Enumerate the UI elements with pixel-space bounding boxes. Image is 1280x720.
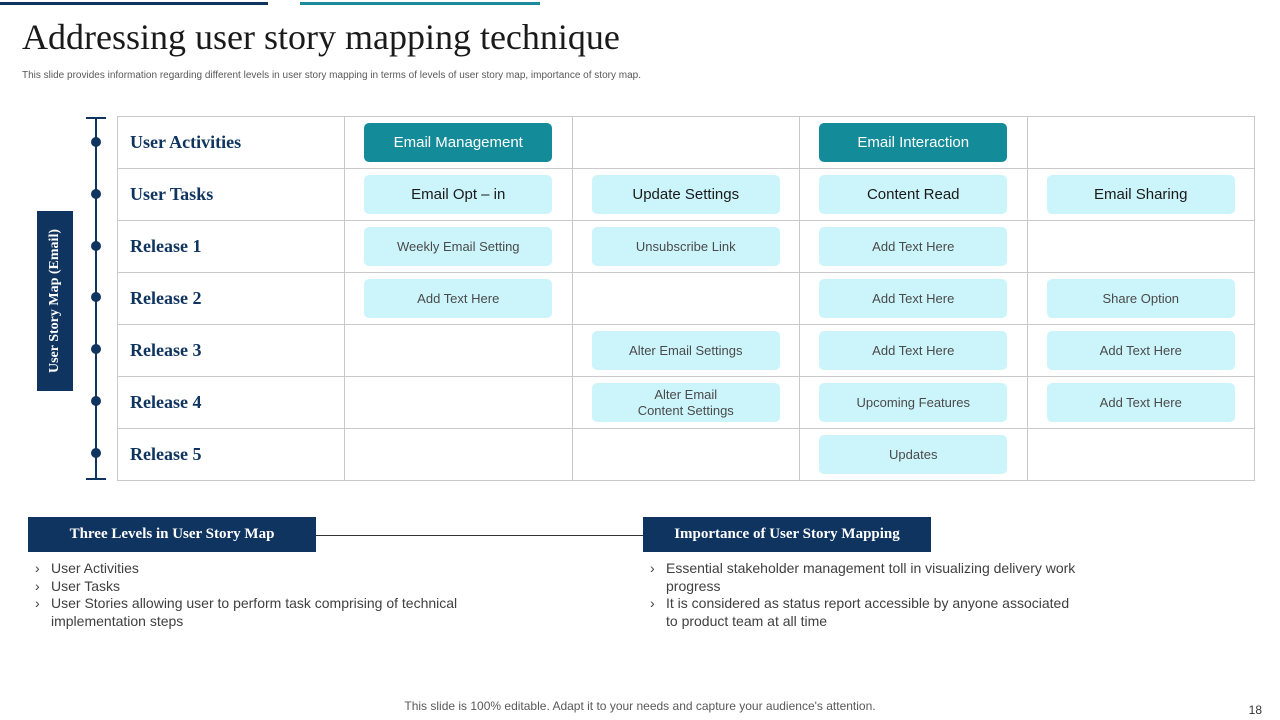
row-label: Release 5 bbox=[118, 429, 345, 481]
story-card: Add Text Here bbox=[364, 279, 552, 318]
story-card: Alter Email Content Settings bbox=[592, 383, 780, 422]
story-card: Weekly Email Setting bbox=[364, 227, 552, 266]
story-card: Updates bbox=[819, 435, 1007, 474]
map-cell bbox=[345, 169, 573, 221]
top-accent-line bbox=[300, 2, 540, 5]
map-cell bbox=[1027, 429, 1255, 481]
activity-card: Email Management bbox=[364, 123, 552, 162]
map-row bbox=[118, 325, 1255, 377]
list-item: › User Stories allowing user to perform task comprising of technical implementation steps bbox=[31, 595, 501, 630]
timeline-dot bbox=[91, 292, 101, 302]
timeline-dot bbox=[91, 344, 101, 354]
story-card: Alter Email Settings bbox=[592, 331, 780, 370]
map-cell bbox=[800, 377, 1028, 429]
list-item: › User Activities bbox=[31, 560, 501, 578]
top-accent-line bbox=[0, 2, 268, 5]
importance-list bbox=[646, 560, 1076, 630]
map-cell bbox=[345, 377, 573, 429]
timeline-dot bbox=[91, 396, 101, 406]
importance-heading: Importance of User Story Mapping bbox=[643, 517, 931, 552]
row-label: Release 3 bbox=[118, 325, 345, 377]
map-cell bbox=[345, 273, 573, 325]
timeline-cap-bottom bbox=[86, 478, 106, 480]
story-card: Upcoming Features bbox=[819, 383, 1007, 422]
map-cell bbox=[345, 325, 573, 377]
activity-card: Email Interaction bbox=[819, 123, 1007, 162]
map-cell bbox=[1027, 325, 1255, 377]
connector-line bbox=[316, 535, 643, 536]
map-cell bbox=[1027, 273, 1255, 325]
map-row bbox=[118, 377, 1255, 429]
page-number: 18 bbox=[1248, 703, 1262, 717]
map-cell bbox=[345, 117, 573, 169]
map-cell bbox=[572, 169, 800, 221]
map-cell bbox=[1027, 117, 1255, 169]
map-cell bbox=[800, 273, 1028, 325]
list-item: › It is considered as status report accessible by anyone associated to product team at all time bbox=[646, 595, 1076, 630]
story-card: Add Text Here bbox=[819, 227, 1007, 266]
list-item: › User Tasks bbox=[31, 578, 501, 596]
map-row bbox=[118, 221, 1255, 273]
timeline-dot bbox=[91, 241, 101, 251]
footer-note: This slide is 100% editable. Adapt it to your needs and capture your audience's attention. bbox=[404, 699, 876, 713]
levels-list bbox=[31, 560, 501, 630]
row-label: Release 4 bbox=[118, 377, 345, 429]
map-row bbox=[118, 429, 1255, 481]
map-cell bbox=[800, 325, 1028, 377]
story-card: Unsubscribe Link bbox=[592, 227, 780, 266]
task-card: Update Settings bbox=[592, 175, 780, 214]
map-cell bbox=[800, 429, 1028, 481]
map-row bbox=[118, 117, 1255, 169]
map-cell bbox=[1027, 169, 1255, 221]
row-label: Release 1 bbox=[118, 221, 345, 273]
timeline-dot bbox=[91, 137, 101, 147]
row-label: User Tasks bbox=[118, 169, 345, 221]
story-card: Add Text Here bbox=[1047, 331, 1235, 370]
side-label-text: User Story Map (Email) bbox=[47, 229, 62, 373]
story-card: Add Text Here bbox=[819, 331, 1007, 370]
map-cell bbox=[345, 221, 573, 273]
map-cell bbox=[800, 221, 1028, 273]
task-card: Email Sharing bbox=[1047, 175, 1235, 214]
map-cell bbox=[572, 377, 800, 429]
page-title: Addressing user story mapping technique bbox=[22, 17, 620, 57]
story-card: Add Text Here bbox=[819, 279, 1007, 318]
side-label-box bbox=[37, 211, 73, 391]
story-map-grid bbox=[117, 116, 1255, 481]
map-cell bbox=[800, 169, 1028, 221]
row-label: User Activities bbox=[118, 117, 345, 169]
story-card: Share Option bbox=[1047, 279, 1235, 318]
map-cell bbox=[572, 117, 800, 169]
list-item: › Essential stakeholder management toll in visualizing delivery work progress bbox=[646, 560, 1076, 595]
map-row bbox=[118, 169, 1255, 221]
row-label: Release 2 bbox=[118, 273, 345, 325]
map-cell bbox=[572, 429, 800, 481]
task-card: Content Read bbox=[819, 175, 1007, 214]
task-card: Email Opt – in bbox=[364, 175, 552, 214]
map-cell bbox=[572, 273, 800, 325]
timeline-dot bbox=[91, 448, 101, 458]
map-cell bbox=[572, 325, 800, 377]
map-cell bbox=[1027, 221, 1255, 273]
story-card: Add Text Here bbox=[1047, 383, 1235, 422]
page-subtitle: This slide provides information regarding different levels in user story mapping in terms of levels of user story map, importance of story map. bbox=[22, 70, 641, 81]
map-cell bbox=[572, 221, 800, 273]
timeline-dot bbox=[91, 189, 101, 199]
map-cell bbox=[345, 429, 573, 481]
map-cell bbox=[800, 117, 1028, 169]
map-cell bbox=[1027, 377, 1255, 429]
timeline-cap-top bbox=[86, 117, 106, 119]
map-row bbox=[118, 273, 1255, 325]
levels-heading: Three Levels in User Story Map bbox=[28, 517, 316, 552]
